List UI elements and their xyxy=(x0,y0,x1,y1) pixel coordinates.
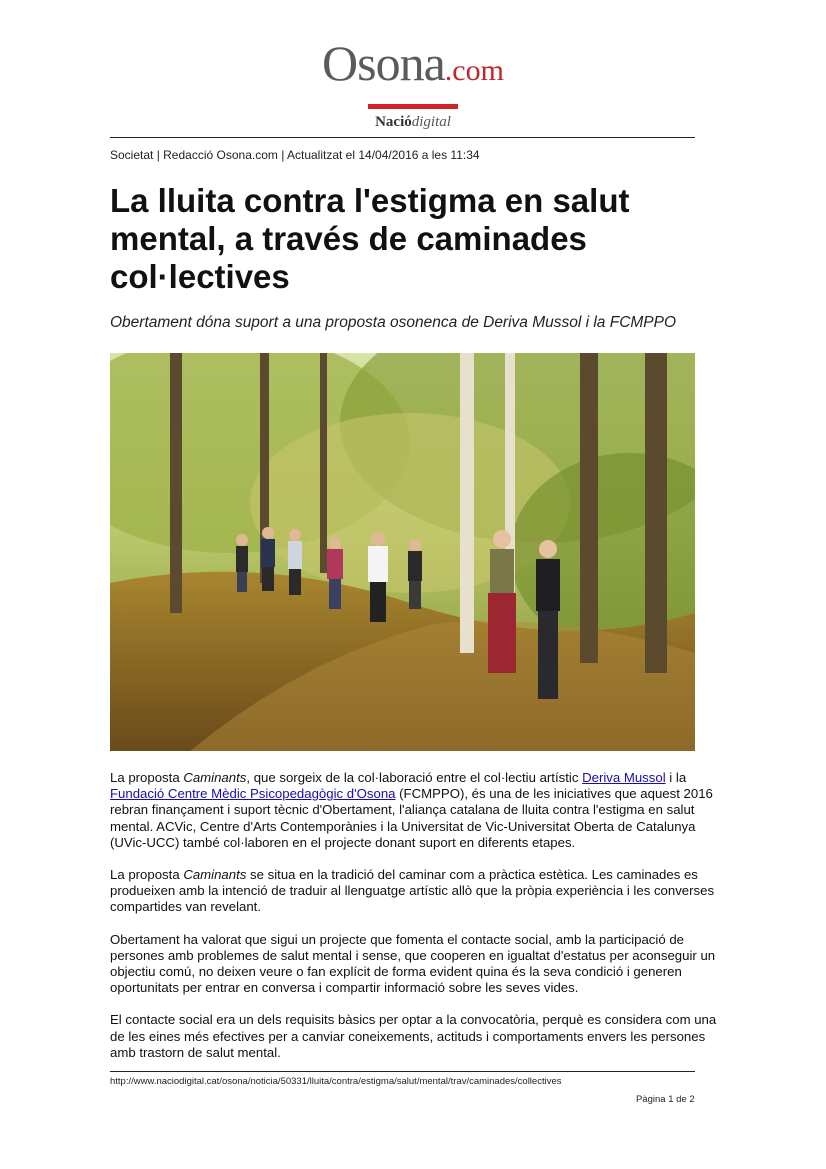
header-divider xyxy=(110,137,695,138)
link-deriva-mussol[interactable]: Deriva Mussol xyxy=(582,770,666,785)
paragraph-3: Obertament ha valorat que sigui un projecte que fomenta el contacte social, amb la participació de persones amb problemes de salut mental i sense, que cooperen en igualtat d'estatus per aconseguir un objectiu comú, no deixen veure o fan explícit de forma evident quina és la seva condició i generen oportunitats per entrar en conversa i compartir informació sobre les seves vides. xyxy=(110,931,716,996)
article-photo xyxy=(110,353,695,751)
logo-red-bar xyxy=(368,104,458,109)
article-subtitle: Obertament dóna suport a una proposta osonenca de Deriva Mussol i la FCMPPO xyxy=(110,314,677,331)
paragraph-1: La proposta Caminants, que sorgeix de la col·laboració entre el col·lectiu artístic Deriva Mussol i la Fundació Centre Mèdic Psicopedagògic d'Osona (FCMPPO), és una de les iniciatives que aquest 2016 rebran finançament i suport tècnic d'Obertament, l'aliança catalana de lluita contra l'estigma en salut mental. ACVic, Centre d'Arts Contemporànies i la Universitat de Vic-Universitat Oberta de Catalunya (UVic-UCC) també col·laboren en el projecte donant suport en diferents etapes. xyxy=(110,770,713,850)
article-body xyxy=(110,770,730,1077)
site-logo xyxy=(0,36,826,131)
article-title: La lluita contra l'estigma en salut mental, a través de caminades col·lectives xyxy=(110,182,630,295)
logo-wordmark: Osona.com xyxy=(322,35,504,91)
page-number: Pàgina 1 de 2 xyxy=(636,1094,695,1105)
footer-divider xyxy=(110,1071,695,1072)
source-url: http://www.naciodigital.cat/osona/noticia/50331/lluita/contra/estigma/salut/mental/trav/caminades/collectives xyxy=(110,1076,562,1087)
article-meta: Societat | Redacció Osona.com | Actualitzat el 14/04/2016 a les 11:34 xyxy=(110,148,480,162)
link-fcmppo[interactable]: Fundació Centre Mèdic Psicopedagògic d'Osona xyxy=(110,786,396,802)
paragraph-4: El contacte social era un dels requisits bàsics per optar a la convocatòria, perquè es considera com una de les eines més efectives per a canviar coneixements, actituds i comportaments envers les persones amb trastorn de salut mental. xyxy=(110,1012,717,1060)
logo-subbrand: Naciódigital xyxy=(375,114,451,130)
paragraph-2: La proposta Caminants se situa en la tradició del caminar com a pràctica estètica. Les caminades es produeixen amb la intenció de traduir al llenguatge artístic allò que la pròpia experiència i les converses compartides van revelant. xyxy=(110,867,715,915)
